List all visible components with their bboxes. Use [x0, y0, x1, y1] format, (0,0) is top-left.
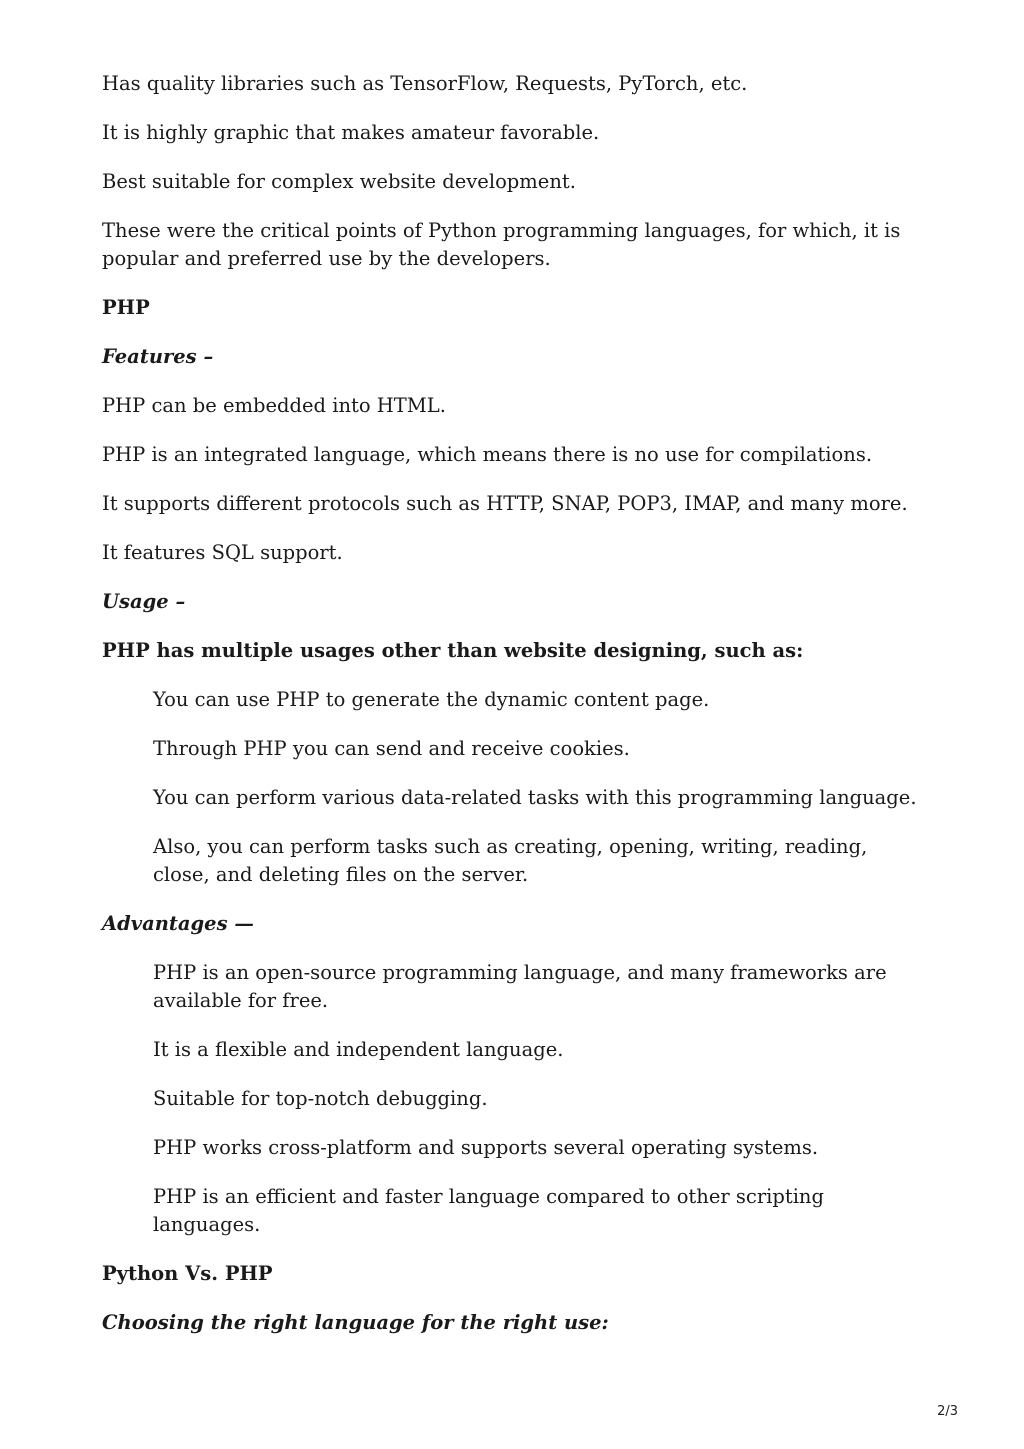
document-body [102, 70, 922, 1358]
python-point: Best suitable for complex website development. [102, 170, 576, 193]
usage-item: You can use PHP to generate the dynamic content page. [153, 688, 710, 711]
usage-heading: Usage – [102, 590, 186, 613]
usage-item: You can perform various data-related tasks with this programming language. [153, 786, 917, 809]
comparison-heading: Python Vs. PHP [102, 1262, 273, 1285]
features-heading: Features – [102, 345, 214, 368]
advantage-item: PHP is an efficient and faster language compared to other scripting languages. [153, 1185, 824, 1236]
advantage-item: It is a flexible and independent language. [153, 1038, 564, 1061]
advantage-item: PHP works cross-platform and supports several operating systems. [153, 1136, 819, 1159]
feature-item: It supports different protocols such as HTTP, SNAP, POP3, IMAP, and many more. [102, 492, 908, 515]
php-heading: PHP [102, 296, 150, 319]
python-point: Has quality libraries such as TensorFlow, Requests, PyTorch, etc. [102, 72, 748, 95]
page-number: 2/3 [937, 1404, 958, 1419]
feature-item: PHP is an integrated language, which means there is no use for compilations. [102, 443, 873, 466]
choosing-heading: Choosing the right language for the right use: [102, 1311, 609, 1334]
advantages-heading: Advantages — [102, 912, 254, 935]
feature-item: PHP can be embedded into HTML. [102, 394, 446, 417]
python-point: It is highly graphic that makes amateur favorable. [102, 121, 600, 144]
feature-item: It features SQL support. [102, 541, 343, 564]
python-conclusion: These were the critical points of Python programming languages, for which, it is popular and preferred use by the developers. [102, 219, 901, 270]
usage-item: Also, you can perform tasks such as creating, opening, writing, reading, close, and deleting files on the server. [153, 835, 868, 886]
usage-intro: PHP has multiple usages other than website designing, such as: [102, 639, 804, 662]
advantage-item: PHP is an open-source programming language, and many frameworks are available for free. [153, 961, 887, 1012]
usage-item: Through PHP you can send and receive cookies. [153, 737, 630, 760]
advantage-item: Suitable for top-notch debugging. [153, 1087, 488, 1110]
